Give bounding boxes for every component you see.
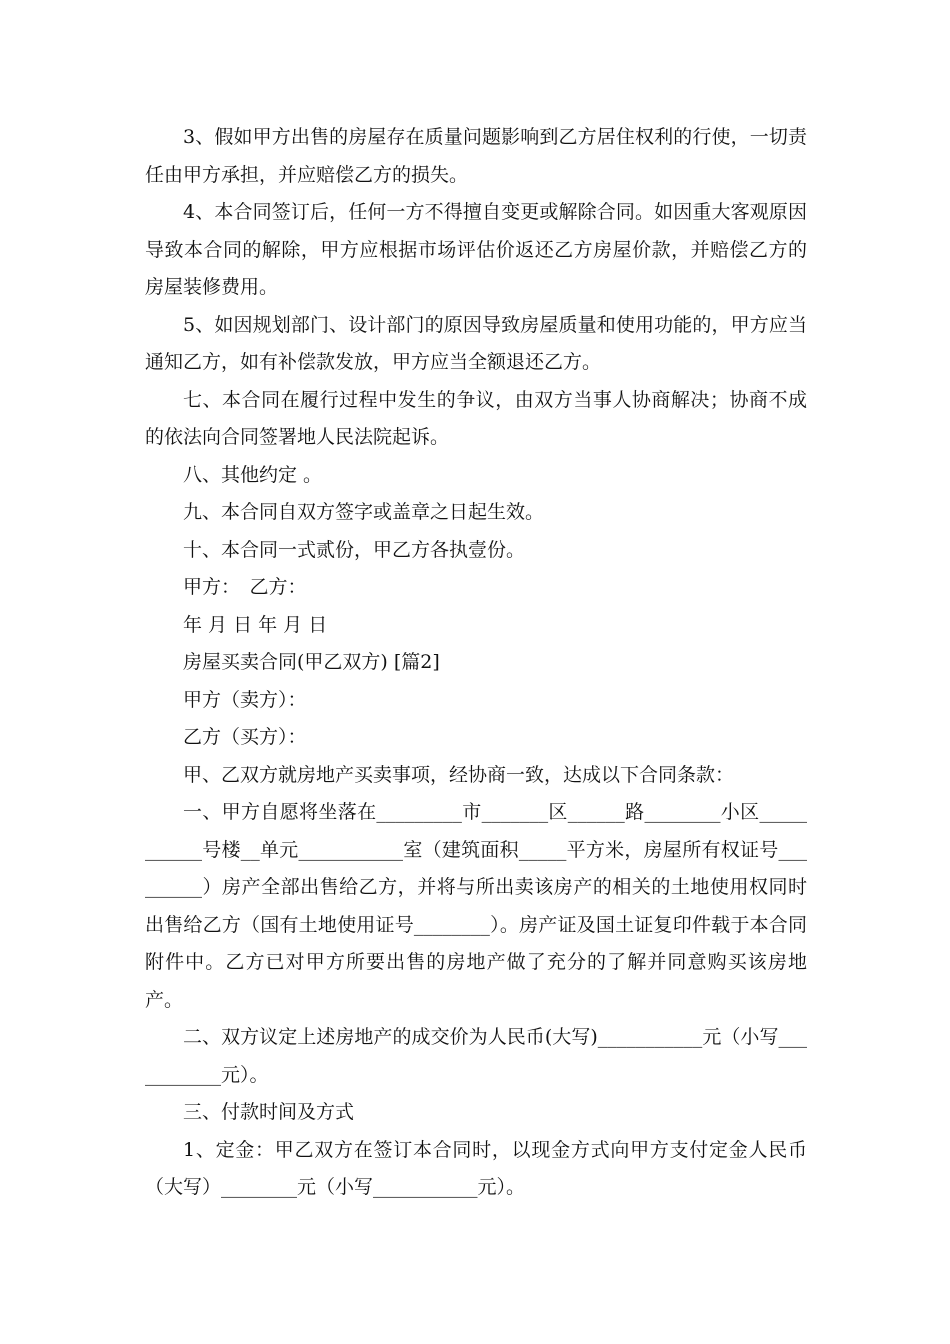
- clause-4-termination: 4、本合同签订后，任何一方不得擅自变更或解除合同。如因重大客观原因导致本合同的解除，甲方应根据市场评估价返还乙方房屋价款，并赔偿乙方的房屋装修费用。: [145, 201, 807, 298]
- article-2-price: 二、双方议定上述房地产的成交价为人民币(大写)___________元（小写___________元）。: [145, 1026, 807, 1086]
- article-8-other: 八、其他约定 。: [183, 463, 323, 486]
- party-a-seller: 甲方（卖方）：: [183, 688, 307, 711]
- clause-1-deposit: 1、定金：甲乙双方在签订本合同时，以现金方式向甲方支付定金人民币（大写）________元（小写___________元）。: [145, 1138, 807, 1198]
- article-10-copies: 十、本合同一式贰份，甲乙方各执壹份。: [183, 538, 526, 561]
- clause-5-planning: 5、如因规划部门、设计部门的原因导致房屋质量和使用功能的，甲方应当通知乙方，如有补偿款发放，甲方应当全额退还乙方。: [145, 313, 807, 373]
- clause-3-quality: 3、假如甲方出售的房屋存在质量问题影响到乙方居住权利的行使，一切责任由甲方承担，并应赔偿乙方的损失。: [145, 126, 807, 186]
- signature-dates: 年 月 日 年 月 日: [183, 613, 328, 636]
- article-7-disputes: 七、本合同在履行过程中发生的争议，由双方当事人协商解决；协商不成的依法向合同签署地人民法院起诉。: [145, 388, 807, 448]
- document-body: [145, 119, 807, 1207]
- party-b-buyer: 乙方（买方）：: [183, 726, 307, 748]
- preamble: 甲、乙双方就房地产买卖事项，经协商一致，达成以下合同条款：: [183, 763, 735, 786]
- article-1-property: 一、甲方自愿将坐落在_________市_______区______路________小区___________号楼__单元___________室（建筑面积_____平方米，房屋所有权证号_________）房产全部出售给乙方，并将与所出卖该房产的相关的土地使用权同时出售给乙方（国有土地使用证号________）。房产证及国土证复印件载于本合同附件中。乙方已对甲方所要出售的房地产做了充分的了解并同意购买该房地产。: [145, 801, 807, 1011]
- signature-parties: 甲方： 乙方：: [183, 576, 307, 598]
- article-9-effective: 九、本合同自双方签字或盖章之日起生效。: [183, 501, 545, 523]
- article-3-payment: 三、付款时间及方式: [183, 1101, 355, 1123]
- section-title-part-2: 房屋买卖合同(甲乙双方) [篇2]: [183, 651, 440, 673]
